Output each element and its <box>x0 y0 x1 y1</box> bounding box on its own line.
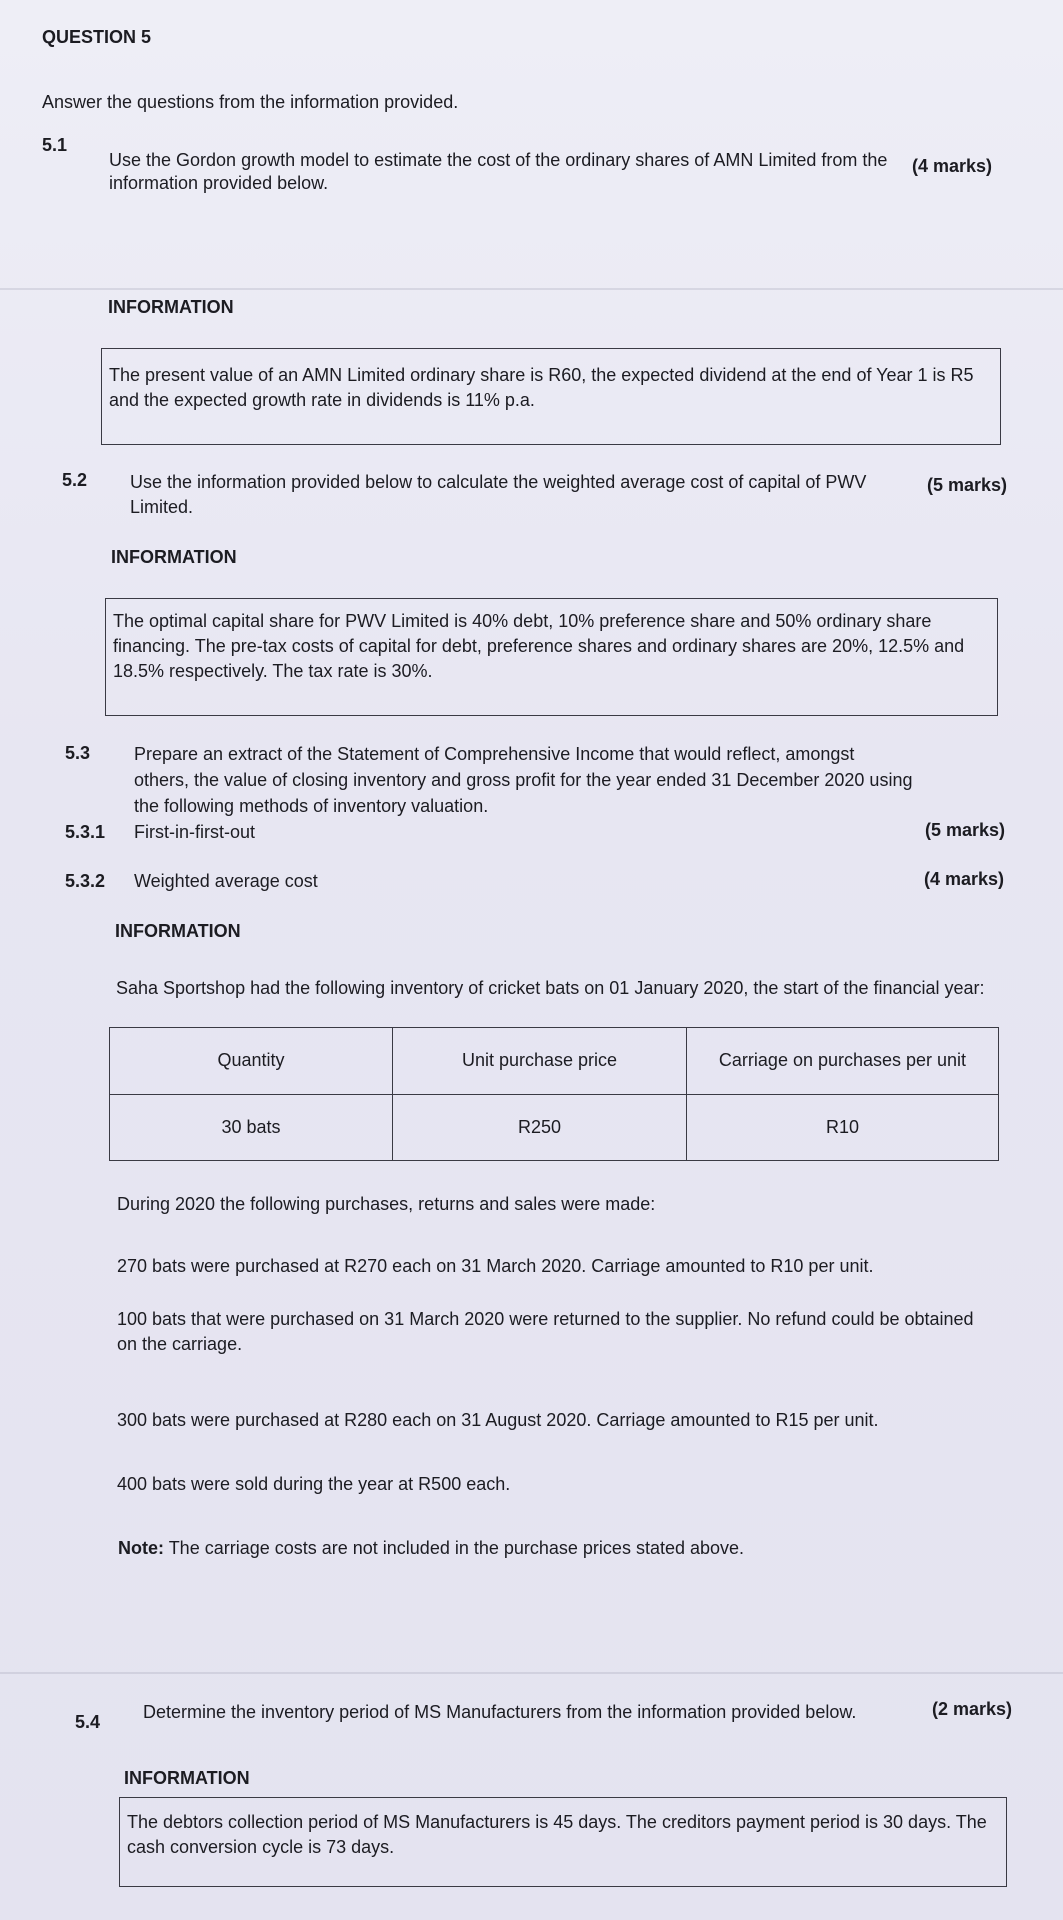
q531-marks: (5 marks) <box>925 820 1006 840</box>
page-fold <box>0 1672 1063 1674</box>
q53-opening-text: Saha Sportshop had the following inventory of cricket bats on 01 January 2020, the start of the financial year: <box>116 978 985 998</box>
q53-sales-text: 400 bats were sold during the year at R500 each. <box>117 1474 511 1494</box>
q53-purchase-1: 270 bats were purchased at R270 each on 31 March 2020. Carriage amounted to R10 per unit. <box>117 1256 874 1276</box>
q54-text: Determine the inventory period of MS Manufacturers from the information provided below. <box>143 1702 857 1722</box>
q531-text: First-in-first-out <box>134 822 255 842</box>
q51-info-heading: INFORMATION <box>108 297 234 317</box>
q54-marks: (2 marks) <box>932 1699 1013 1719</box>
q52-info-box <box>105 598 998 716</box>
q53-note <box>118 1536 744 1560</box>
table-header-unit-price: Unit purchase price <box>393 1028 687 1095</box>
q52-marks: (5 marks) <box>927 475 1008 495</box>
q53-info-heading: INFORMATION <box>115 921 241 941</box>
q54-info-box <box>119 1797 1007 1887</box>
table-row <box>110 1094 999 1161</box>
table-cell-quantity: 30 bats <box>110 1094 393 1161</box>
q532-text: Weighted average cost <box>134 871 318 891</box>
intro-text: Answer the questions from the information provided. <box>42 92 459 112</box>
note-text: The carriage costs are not included in the purchase prices stated above. <box>168 1538 745 1558</box>
q52-text: Use the information provided below to calculate the weighted average cost of capital of PWV Limited. <box>130 472 867 517</box>
q53-number: 5.3 <box>65 743 91 763</box>
q53-return-text: 100 bats that were purchased on 31 March 2020 were returned to the supplier. No refund could be obtained on the carriage. <box>117 1309 974 1354</box>
table-cell-unit-price: R250 <box>393 1094 687 1161</box>
q531-number: 5.3.1 <box>65 822 106 842</box>
q53-purchase-2: 300 bats were purchased at R280 each on 31 August 2020. Carriage amounted to R15 per unit. <box>117 1410 879 1430</box>
q52-number: 5.2 <box>62 470 88 490</box>
q54-info-text: The debtors collection period of MS Manufacturers is 45 days. The creditors payment period is 30 days. The cash conversion cycle is 73 days. <box>127 1812 987 1857</box>
q51-text: Use the Gordon growth model to estimate the cost of the ordinary shares of AMN Limited from the information provided below. <box>109 150 888 193</box>
q53-text: Prepare an extract of the Statement of Comprehensive Income that would reflect, amongst others, the value of closing inventory and gross profit for the year ended 31 December 2020 using the following methods of inventory valuation. <box>134 744 913 816</box>
q54-number: 5.4 <box>75 1712 101 1732</box>
note-label: Note: <box>118 1538 164 1558</box>
table-header-quantity: Quantity <box>110 1028 393 1095</box>
table-header-row <box>110 1028 999 1095</box>
inventory-table <box>109 1027 999 1161</box>
q51-info-box <box>101 348 1001 445</box>
q532-number: 5.3.2 <box>65 871 106 891</box>
page-fold <box>0 288 1063 290</box>
q532-marks: (4 marks) <box>924 869 1005 889</box>
q51-info-text: The present value of an AMN Limited ordinary share is R60, the expected dividend at the end of Year 1 is R5 and the expected growth rate in dividends is 11% p.a. <box>109 365 974 410</box>
table-cell-carriage: R10 <box>687 1094 999 1161</box>
q52-info-heading: INFORMATION <box>111 547 237 567</box>
q51-marks: (4 marks) <box>912 156 993 176</box>
q53-during-text: During 2020 the following purchases, returns and sales were made: <box>117 1194 656 1214</box>
q54-info-heading: INFORMATION <box>124 1768 250 1788</box>
table-header-carriage: Carriage on purchases per unit <box>687 1028 999 1095</box>
question-title: QUESTION 5 <box>42 27 152 47</box>
q52-info-text: The optimal capital share for PWV Limited is 40% debt, 10% preference share and 50% ordinary share financing. The pre-tax costs of capital for debt, preference shares and ordinary shares are 20%, 12.5% and 18.5% respectively. The tax rate is 30%. <box>113 611 965 681</box>
q51-number: 5.1 <box>42 135 68 155</box>
